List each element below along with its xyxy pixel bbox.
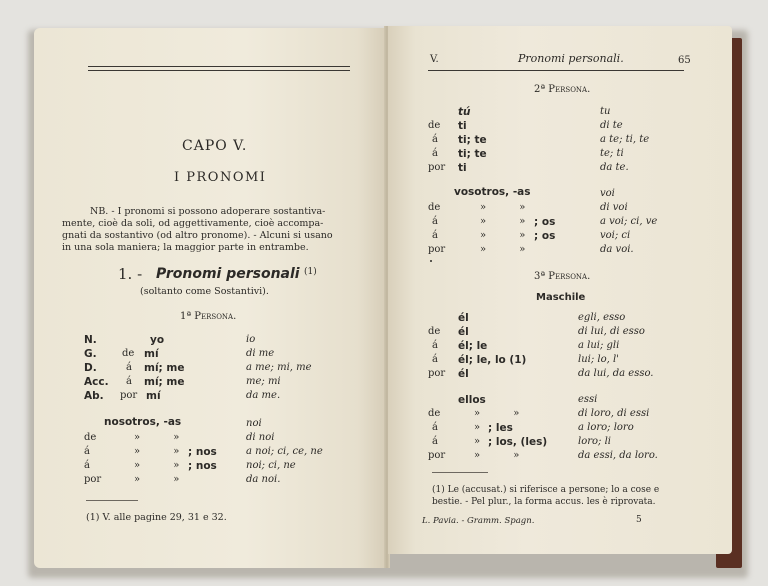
- subheading-number: 1. -: [118, 265, 143, 283]
- spanish-form: ; los, (les): [488, 436, 548, 448]
- preposition: á: [432, 340, 438, 351]
- preposition: por: [428, 162, 446, 173]
- italian-form: a voi; ci, ve: [600, 216, 658, 227]
- preposition: á: [432, 148, 438, 159]
- spanish-form: ; les: [488, 422, 513, 434]
- preposition: á: [432, 422, 438, 433]
- header-rule: [428, 70, 684, 71]
- nb-line: mente, cioè da soli, od aggettivamente, cioè accompa-: [62, 218, 324, 229]
- preposition: por: [428, 450, 446, 461]
- italian-form: da me.: [246, 390, 281, 401]
- right-page: [388, 26, 732, 554]
- plural-head-italian: essi: [578, 394, 598, 405]
- spanish-form: él; le, lo (1): [458, 354, 527, 366]
- preposition: por: [120, 390, 138, 401]
- left-page: [34, 28, 386, 568]
- ditto-marks: » »: [134, 446, 180, 457]
- italian-form: voi; ci: [600, 230, 631, 241]
- spanish-form: mí: [146, 390, 161, 402]
- preposition: á: [432, 436, 438, 447]
- preposition: á: [432, 354, 438, 365]
- italian-form: di lui, di esso: [578, 326, 645, 337]
- footnote-rule: [432, 472, 488, 473]
- italian-form: a noi; ci, ce, ne: [246, 446, 323, 457]
- ditto-marks: » »: [480, 244, 526, 255]
- preposition: por: [428, 244, 446, 255]
- plural-head-italian: voi: [600, 188, 615, 199]
- footnote-line: (1) Le (accusat.) si riferisce a persone; lo a cose e: [432, 485, 660, 495]
- case-label: Ab.: [84, 390, 104, 402]
- case-label: N.: [84, 334, 97, 346]
- preposition: de: [428, 202, 441, 213]
- plural-head-italian: noi: [246, 418, 262, 429]
- italian-form: di te: [600, 120, 623, 131]
- ditto-marks: »: [474, 422, 481, 433]
- preposition: por: [84, 474, 102, 485]
- italian-form: da lui, da esso.: [578, 368, 654, 379]
- footnote-line: bestie. - Pel plur., la forma accus. les è riprovata.: [432, 497, 656, 507]
- printer-signature: L. Pavia. - Gramm. Spagn.: [422, 516, 535, 526]
- header-chapter: V.: [430, 54, 439, 65]
- italian-form: egli, esso: [578, 312, 626, 323]
- spanish-form: ti; te: [458, 134, 487, 146]
- preposition: á: [126, 376, 132, 387]
- preposition: á: [84, 446, 90, 457]
- top-rule: [88, 66, 350, 67]
- preposition: á: [84, 460, 90, 471]
- ditto-marks: » »: [474, 450, 520, 461]
- plural-head-spanish: vosotros, -as: [454, 186, 531, 198]
- preposition: á: [432, 134, 438, 145]
- italian-form: a te; ti, te: [600, 134, 650, 145]
- footnote: (1) V. alle pagine 29, 31 e 32.: [86, 512, 227, 523]
- spanish-form: mí; me: [144, 376, 185, 388]
- top-rule-2: [88, 70, 350, 71]
- ditto-marks: »: [474, 436, 481, 447]
- italian-form: di loro, di essi: [578, 408, 650, 419]
- italian-form: a loro; loro: [578, 422, 634, 433]
- italian-form: io: [246, 334, 256, 345]
- italian-form: a me; mi, me: [246, 362, 312, 373]
- nb-line: in una sola maniera; la maggior parte in entrambe.: [62, 242, 309, 253]
- preposition: de: [84, 432, 97, 443]
- footnote-ref: (1): [304, 267, 317, 277]
- italian-form: tu: [600, 106, 611, 117]
- subheading-note: (soltanto come Sostantivi).: [140, 286, 269, 297]
- italian-form: lui; lo, l': [578, 354, 619, 365]
- preposition: á: [432, 230, 438, 241]
- preposition: por: [428, 368, 446, 379]
- third-person-label: 3ª Persona.: [534, 271, 591, 282]
- preposition: á: [126, 362, 132, 373]
- spanish-form: mí; me: [144, 362, 185, 374]
- italian-form: di noi: [246, 432, 275, 443]
- preposition: de: [122, 348, 135, 359]
- spanish-form: ; os: [534, 230, 556, 242]
- spanish-form: mí: [144, 348, 159, 360]
- plural-head-spanish: ellos: [458, 394, 486, 406]
- italian-form: di voi: [600, 202, 628, 213]
- ditto-marks: » »: [474, 408, 520, 419]
- italian-form: te; ti: [600, 148, 624, 159]
- case-label: Acc.: [84, 376, 109, 388]
- ditto-marks: » »: [480, 230, 526, 241]
- nb-line: gnati da sostantivo (od altro pronome). - Alcuni si usano: [62, 230, 333, 241]
- ditto-marks: » »: [134, 432, 180, 443]
- spanish-form: ; nos: [188, 446, 217, 458]
- section-title: I PRONOMI: [174, 170, 267, 185]
- nb-line: NB. - I pronomi si possono adoperare sostantiva-: [90, 206, 326, 217]
- spanish-form: ti: [458, 120, 467, 132]
- ditto-marks: » »: [134, 460, 180, 471]
- spanish-form: ; os: [534, 216, 556, 228]
- subheading-title: Pronomi personali: [156, 266, 300, 282]
- preposition: de: [428, 408, 441, 419]
- first-person-label: 1ª Persona.: [180, 311, 237, 322]
- spanish-form: ; nos: [188, 460, 217, 472]
- footnote-rule: [86, 500, 138, 501]
- second-person-label: 2ª Persona.: [534, 84, 591, 95]
- ditto-marks: » »: [134, 474, 180, 485]
- italian-form: di me: [246, 348, 275, 359]
- italian-form: loro; li: [578, 436, 611, 447]
- preposition: de: [428, 326, 441, 337]
- chapter-title: CAPO V.: [182, 138, 248, 154]
- italian-form: a lui; gli: [578, 340, 620, 351]
- case-label: D.: [84, 362, 97, 374]
- preposition: de: [428, 120, 441, 131]
- spanish-form: tú: [458, 106, 471, 118]
- spanish-form: ti; te: [458, 148, 487, 160]
- italian-form: da te.: [600, 162, 629, 173]
- italian-form: me; mi: [246, 376, 281, 387]
- preposition: á: [432, 216, 438, 227]
- spanish-form: él: [458, 312, 469, 324]
- case-label: G.: [84, 348, 97, 360]
- spanish-form: yo: [150, 334, 165, 346]
- ink-speck: [430, 260, 432, 262]
- italian-form: da essi, da loro.: [578, 450, 658, 461]
- italian-form: da noi.: [246, 474, 281, 485]
- masculine-label: Maschile: [536, 292, 586, 303]
- italian-form: noi; ci, ne: [246, 460, 296, 471]
- signature-mark: 5: [636, 515, 642, 525]
- spanish-form: ti: [458, 162, 467, 174]
- spanish-form: él; le: [458, 340, 488, 352]
- ditto-marks: » »: [480, 202, 526, 213]
- page-number: 65: [678, 55, 691, 66]
- plural-head-spanish: nosotros, -as: [104, 416, 182, 428]
- spanish-form: él: [458, 326, 469, 338]
- italian-form: da voi.: [600, 244, 634, 255]
- spanish-form: él: [458, 368, 469, 380]
- running-header: Pronomi personali.: [518, 52, 624, 65]
- ditto-marks: » »: [480, 216, 526, 227]
